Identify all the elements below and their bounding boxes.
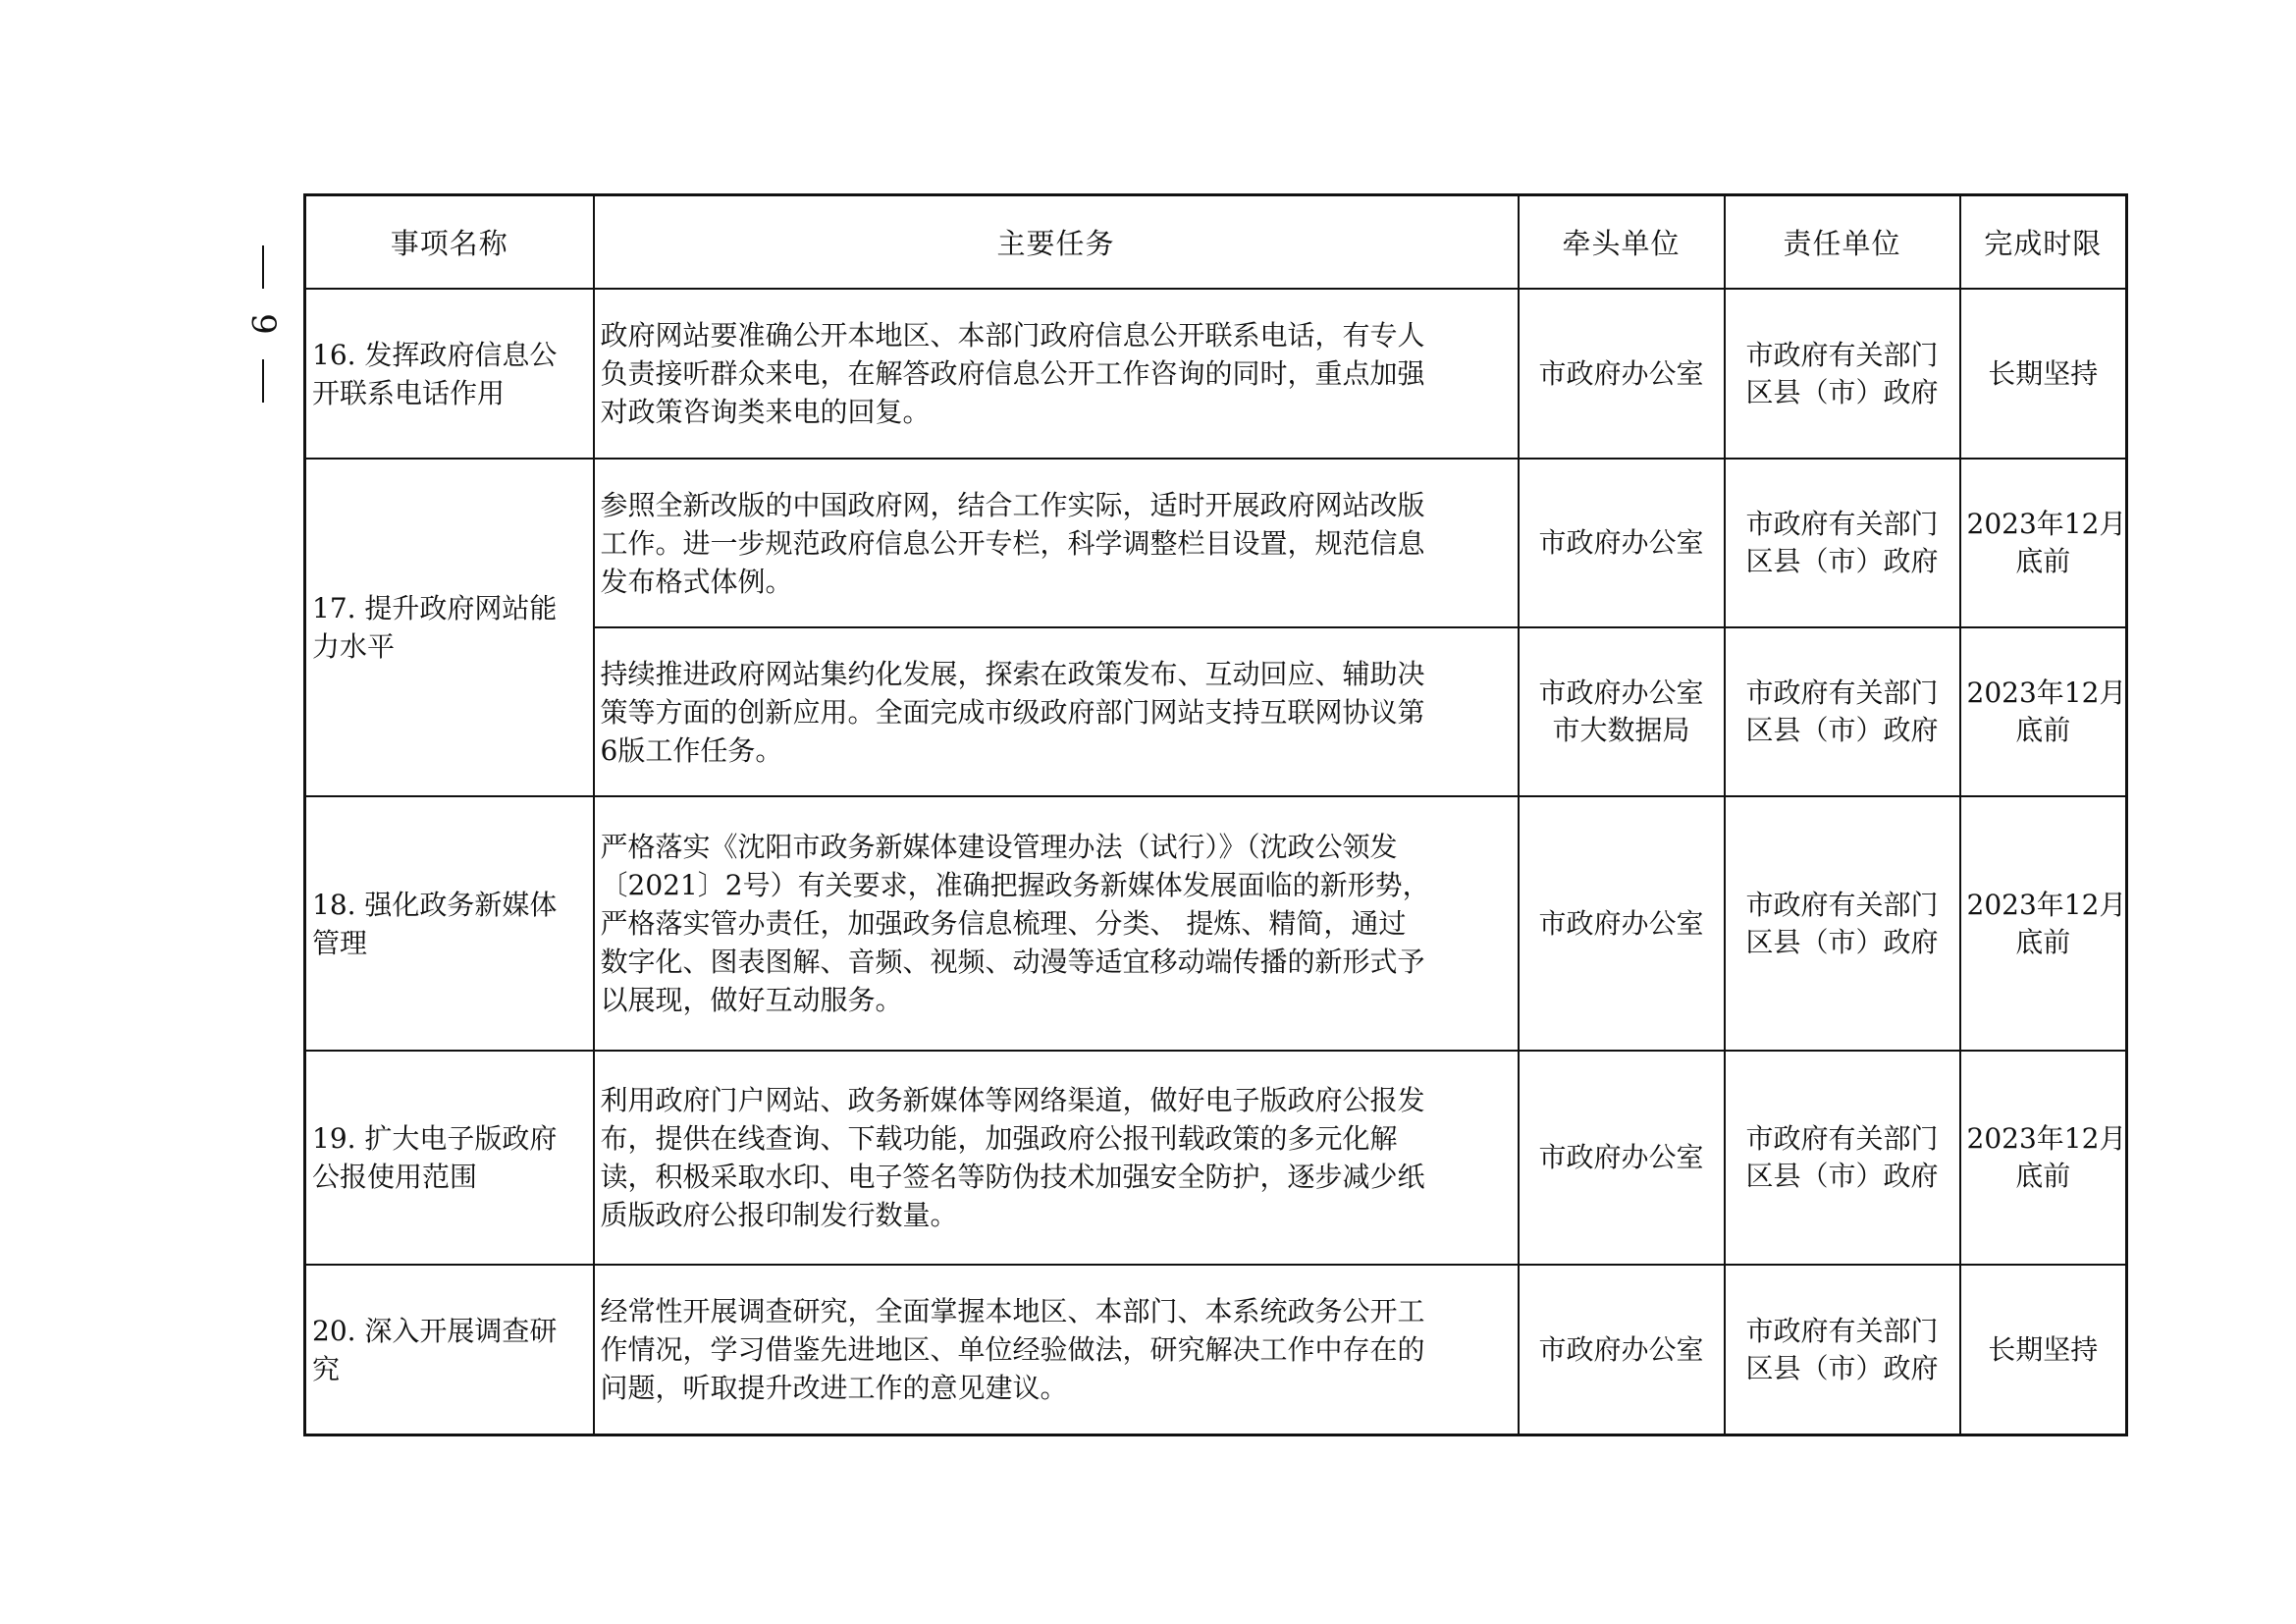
task-line: 持续推进政府网站集约化发展，探索在政策发布、互动回应、辅助决	[600, 657, 1425, 690]
lead-unit-cell	[1519, 1265, 1725, 1435]
deadline-cell	[1960, 796, 2127, 1051]
task-line: 发布格式体例。	[600, 565, 793, 598]
item-name-cell	[305, 1051, 594, 1265]
responsible-unit-cell	[1725, 796, 1960, 1051]
lead-unit-line: 市政府办公室	[1538, 677, 1704, 709]
responsible-unit-cell	[1725, 627, 1960, 796]
deadline-cell	[1960, 289, 2127, 459]
main-task-cell	[594, 459, 1519, 627]
responsible-unit-cell	[1725, 289, 1960, 459]
responsible-unit-line: 区县（市）政府	[1745, 375, 1939, 408]
table-row	[305, 1051, 2127, 1265]
deadline-line: 底前	[2015, 925, 2071, 958]
responsible-unit-line: 市政府有关部门	[1745, 1122, 1939, 1155]
item-name-line: 19. 扩大电子版政府	[312, 1122, 558, 1155]
header-lead-unit: 牵头单位	[1519, 195, 1725, 290]
item-name-line: 究	[312, 1352, 341, 1385]
deadline-cell	[1960, 459, 2127, 627]
lead-unit-cell	[1519, 459, 1725, 627]
task-line: 问题，听取提升改进工作的意见建议。	[600, 1372, 1068, 1404]
item-name-line: 管理	[312, 926, 368, 959]
task-line: 负责接听群众来电，在解答政府信息公开工作咨询的同时，重点加强	[600, 357, 1425, 390]
deadline-line: 2023年12月	[1966, 1122, 2127, 1155]
responsible-unit-line: 区县（市）政府	[1745, 545, 1939, 577]
task-line: 读，积极采取水印、电子签名等防伪技术加强安全防护，逐步减少纸	[600, 1161, 1425, 1193]
lead-unit-line: 市大数据局	[1552, 714, 1690, 746]
item-name-line: 16. 发挥政府信息公	[312, 338, 558, 371]
deadline-line: 底前	[2015, 714, 2071, 746]
main-task-cell	[594, 1051, 1519, 1265]
task-line: 布，提供在线查询、下载功能，加强政府公报刊载政策的多元化解	[600, 1122, 1398, 1155]
deadline-line: 2023年12月	[1966, 888, 2127, 921]
table-row	[305, 289, 2127, 459]
task-line: 〔2021〕2号）有关要求，准确把握政务新媒体发展面临的新形势，	[600, 869, 1430, 901]
deadline-line: 长期坚持	[1988, 356, 2099, 390]
task-line: 严格落实管办责任，加强政务信息梳理、分类、 提炼、精简，通过	[600, 907, 1407, 940]
lead-unit-line: 市政府办公室	[1538, 356, 1704, 390]
header-deadline: 完成时限	[1960, 195, 2127, 290]
table-row	[305, 796, 2127, 1051]
deadline-cell	[1960, 627, 2127, 796]
task-line: 对政策咨询类来电的回复。	[600, 396, 931, 428]
lead-unit-cell	[1519, 796, 1725, 1051]
item-name-cell	[305, 796, 594, 1051]
task-line: 利用政府门户网站、政务新媒体等网络渠道，做好电子版政府公报发	[600, 1084, 1425, 1116]
main-task-cell	[594, 1265, 1519, 1435]
task-line: 政府网站要准确公开本地区、本部门政府信息公开联系电话，有专人	[600, 319, 1425, 352]
responsible-unit-line: 市政府有关部门	[1745, 338, 1939, 371]
responsible-unit-line: 区县（市）政府	[1745, 1160, 1939, 1192]
task-line: 经常性开展调查研究，全面掌握本地区、本部门、本系统政务公开工	[600, 1295, 1425, 1327]
deadline-cell	[1960, 1051, 2127, 1265]
task-line: 数字化、图表图解、音频、视频、动漫等适宜移动端传播的新形式予	[600, 946, 1425, 978]
item-name-cell	[305, 1265, 594, 1435]
deadline-line: 长期坚持	[1988, 1332, 2099, 1366]
responsible-unit-line: 市政府有关部门	[1745, 1314, 1939, 1347]
lead-unit-cell	[1519, 1051, 1725, 1265]
responsible-unit-line: 市政府有关部门	[1745, 888, 1939, 921]
task-line: 严格落实《沈阳市政务新媒体建设管理办法（试行）》（沈政公领发	[600, 831, 1398, 863]
table-row	[305, 459, 2127, 627]
task-line: 参照全新改版的中国政府网，结合工作实际，适时开展政府网站改版	[600, 488, 1425, 521]
responsible-unit-line: 区县（市）政府	[1745, 1351, 1939, 1384]
lead-unit-line: 市政府办公室	[1538, 526, 1704, 559]
table-header-row	[305, 195, 2127, 290]
task-line: 作情况，学习借鉴先进地区、单位经验做法，研究解决工作中存在的	[600, 1333, 1425, 1366]
deadline-line: 底前	[2015, 1160, 2071, 1192]
item-name-line: 18. 强化政务新媒体	[312, 888, 558, 921]
deadline-line: 2023年12月	[1966, 508, 2127, 540]
deadline-cell	[1960, 1265, 2127, 1435]
responsible-unit-line: 市政府有关部门	[1745, 677, 1939, 709]
responsible-unit-line: 市政府有关部门	[1745, 508, 1939, 540]
lead-unit-line: 市政府办公室	[1538, 906, 1704, 940]
responsible-unit-line: 区县（市）政府	[1745, 925, 1939, 958]
page-number-digit: 9	[242, 313, 283, 335]
header-main-task: 主要任务	[594, 195, 1519, 290]
page-number	[234, 245, 293, 403]
responsible-unit-cell	[1725, 1051, 1960, 1265]
item-name-line: 开联系电话作用	[312, 376, 506, 409]
main-task-cell	[594, 289, 1519, 459]
page-number-dash-top	[262, 245, 264, 289]
responsible-unit-line: 区县（市）政府	[1745, 714, 1939, 746]
page-number-dash-bottom	[262, 359, 264, 403]
header-responsible-unit: 责任单位	[1725, 195, 1960, 290]
deadline-line: 2023年12月	[1966, 677, 2127, 709]
task-line: 6版工作任务。	[600, 733, 783, 767]
task-table	[303, 193, 2128, 1436]
deadline-line: 底前	[2015, 545, 2071, 577]
item-name-line: 17. 提升政府网站能	[312, 592, 558, 624]
item-name-cell	[305, 459, 594, 796]
task-line: 质版政府公报印制发行数量。	[600, 1199, 958, 1231]
lead-unit-line: 市政府办公室	[1538, 1141, 1704, 1173]
main-task-cell	[594, 627, 1519, 796]
task-line: 工作。进一步规范政府信息公开专栏，科学调整栏目设置，规范信息	[600, 526, 1425, 560]
header-item-name: 事项名称	[305, 195, 594, 290]
table-row	[305, 1265, 2127, 1435]
lead-unit-cell	[1519, 627, 1725, 796]
task-line: 以展现，做好互动服务。	[600, 984, 903, 1016]
item-name-line: 20. 深入开展调查研	[312, 1314, 558, 1347]
responsible-unit-cell	[1725, 459, 1960, 627]
item-name-line: 力水平	[312, 630, 396, 663]
item-name-line: 公报使用范围	[312, 1161, 478, 1193]
lead-unit-line: 市政府办公室	[1538, 1332, 1704, 1366]
responsible-unit-cell	[1725, 1265, 1960, 1435]
item-name-cell	[305, 289, 594, 459]
task-line: 策等方面的创新应用。全面完成市级政府部门网站支持互联网协议第	[600, 695, 1425, 729]
main-task-cell	[594, 796, 1519, 1051]
lead-unit-cell	[1519, 289, 1725, 459]
